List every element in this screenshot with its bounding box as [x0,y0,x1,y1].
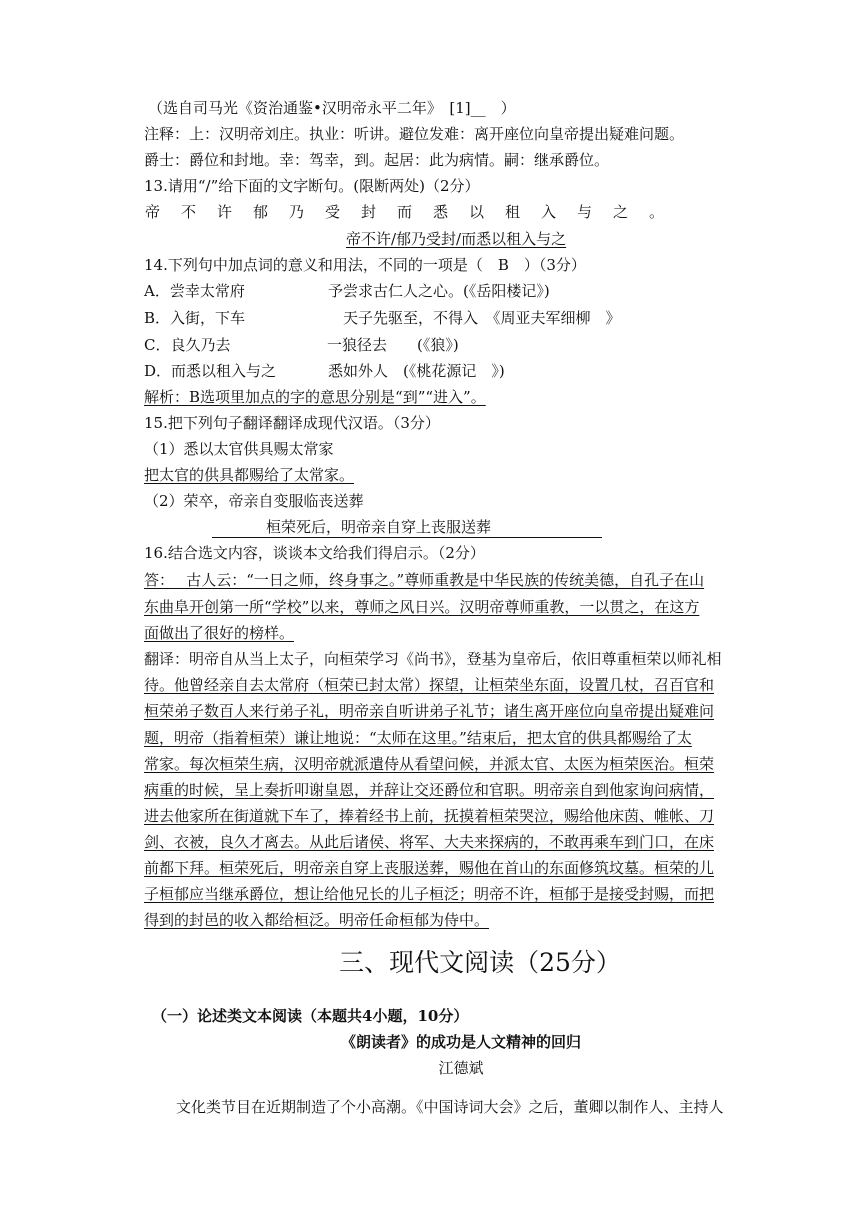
q14-question: 14.下列句中加点词的意义和用法，不同的一项是（ B ）（3分） [144,256,586,274]
q15-answer-2: 桓荣死后，明帝亲自穿上丧服送葬 [266,518,492,536]
sub-section-heading: （一）论述类文本阅读（本题共4小题，10分） [152,1007,469,1025]
q16-answer-line-2: 东曲阜开创第一所“学校”以来，尊师之风日兴。汉明帝尊师重教，一以贯之，在这方 [144,598,700,616]
translation-line-1: 翻译：明帝自从当上太子，向桓荣学习《尚书》，登基为皇帝后，依旧尊重桓荣以师礼相 [144,650,722,668]
article-title: 《朗读者》的成功是人文精神的回归 [340,1033,581,1051]
q16-answer-line-1: 答： 古人云：“一日之师，终身事之。”尊师重教是中华民族的传统美德，自孔子在山 [144,571,705,589]
notes-line-2: 爵士：爵位和封地。幸：驾幸，到。起居：此为病情。嗣：继承爵位。 [144,151,610,169]
translation-line-2: 待。他曾经亲自去太常府（桓荣已封太常）探望，让桓荣坐东面，设置几杖，召百官和 [144,676,715,694]
translation-line-5: 常家。每次桓荣生病，汉明帝就派遣侍从看望问候，并派太官、太医为桓荣医治。桓荣 [144,755,715,773]
q14-option-b-right: 天子先驱至，不得入 《周亚夫军细柳 》 [343,309,621,327]
section-heading: 三、现代文阅读（25分） [339,948,621,977]
article-author: 江德斌 [438,1059,484,1077]
q15-sentence-2: （2）荣卒，帝亲自变服临丧送葬 [144,492,364,510]
translation-line-6: 病重的时候，呈上奏折叩谢皇恩，并辞让交还爵位和官职。明帝亲自到他家询问病情， [144,781,715,799]
translation-line-8: 剑、衣被，良久才离去。从此后诸侯、将军、大夫来探病的，不敢再乘车到门口，在床 [144,833,715,851]
q14-option-b-left: B．入街，下车 [144,309,246,327]
q15-answer-1: 把太官的供具都赐给了太常家。 [144,466,355,484]
q16-question: 16.结合选文内容，谈谈本文给我们得启示。（2分） [144,544,485,562]
translation-line-9: 前都下拜。桓荣死后，明帝亲自穿上丧服送葬，赐他在首山的东面修筑坟墓。桓荣的儿 [144,859,715,877]
notes-line-1: 注释：上：汉明帝刘庄。执业：听讲。避位发难：离开座位向皇帝提出疑难问题。 [144,125,685,143]
q14-option-d-left: D．而悉以租入与之 [144,362,277,380]
translation-line-10: 子桓郁应当继承爵位，想让给他兄长的儿子桓泛；明帝不许，桓郁于是接受封赐，而把 [144,885,715,903]
q14-option-c-right: 一狼径去 (《狼》) [327,336,459,354]
q14-option-d-right: 悉如外人 (《桃花源记 》) [328,362,505,380]
translation-line-11: 得到的封邑的收入都给桓泛。明帝任命桓郁为侍中。 [144,911,490,929]
translation-line-4: 题，明帝（指着桓荣）谦让地说：“太师在这里。”结束后，把太官的供具都赐给了太 [144,729,692,747]
source-citation: （选自司马光《资治通鉴•汉明帝永平二年》 [1]__ ） [148,99,516,117]
translation-line-7: 进去他家所在街道就下车了，捧着经书上前，抚摸着桓荣哭泣，赐给他床茵、帷帐、刀 [144,807,715,825]
q14-option-a-right: 予尝求古仁人之心。(《岳阳楼记》) [328,282,550,300]
translation-line-3: 桓荣弟子数百人来行弟子礼，明帝亲自听讲弟子礼节；诸生离开座位向皇帝提出疑难问 [144,702,715,720]
q13-question: 13.请用“/”给下面的文字断句。(限断两处)（2分） [144,177,480,195]
q14-analysis: 解析：B选项里加点的字的意思分别是“到”“进入”。 [144,388,486,406]
q13-text: 帝不许郁乃受封而悉以租入与之。 [145,203,686,221]
q13-answer: 帝不许/郁乃受封/而悉以租入与之 [346,230,567,248]
q15-question: 15.把下列句子翻译翻译成现代汉语。（3分） [144,414,440,432]
q14-option-a-left: A．尝幸太常府 [144,282,245,300]
article-first-line: 文化类节目在近期制造了个小高潮。《中国诗词大会》之后，董卿以制作人、主持人 [176,1098,724,1116]
q16-answer-line-3: 面做出了很好的榜样。 [144,624,295,642]
q15-sentence-1: （1）悉以太官供具赐太常家 [144,440,334,458]
q14-option-c-left: C．良久乃去 [144,336,231,354]
